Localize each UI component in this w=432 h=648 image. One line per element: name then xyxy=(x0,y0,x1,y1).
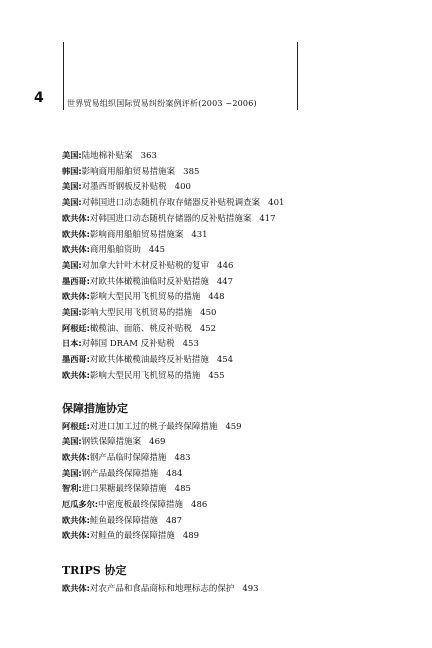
toc-entry xyxy=(62,148,402,164)
entry-party: 韩国: xyxy=(62,165,82,176)
entry-page: 445 xyxy=(148,245,166,256)
entry-page: 450 xyxy=(200,308,217,319)
entry-page: 487 xyxy=(165,515,183,526)
toc-entry xyxy=(62,450,402,466)
section-safeguards xyxy=(62,402,402,545)
entry-list xyxy=(62,148,402,384)
toc-entry xyxy=(62,289,402,305)
section-heading: 保障措施协定 xyxy=(62,401,128,415)
entry-party: 欧共体: xyxy=(62,451,90,462)
entry-page: 400 xyxy=(174,182,191,193)
entry-title: 鲑鱼最终保障措施 xyxy=(89,515,158,526)
toc-entry xyxy=(62,581,402,597)
entry-title: 钢铁保障措施案 xyxy=(81,437,142,448)
entry-page: 469 xyxy=(149,437,166,448)
section-countervailing xyxy=(62,148,402,384)
entry-title: 对欧共体橄榄油最终反补贴措施 xyxy=(89,355,209,366)
toc-entry xyxy=(62,195,402,211)
toc-entry xyxy=(62,305,402,321)
toc-entry xyxy=(62,164,402,180)
entry-party: 美国: xyxy=(62,197,82,208)
entry-party: 欧共体: xyxy=(62,228,90,239)
entry-title: 对韩国进口动态随机存取存储器反补贴税调查案 xyxy=(81,198,261,209)
entry-page: 459 xyxy=(225,421,242,432)
entry-title: 对韩国进口动态随机存储器的反补贴措施案 xyxy=(89,213,252,224)
entry-title: 对鲑鱼的最终保障措施 xyxy=(89,531,175,542)
entry-party: 欧共体: xyxy=(62,212,90,223)
entry-title: 对进口加工过的桃子最终保障措施 xyxy=(89,421,218,432)
entry-page: 485 xyxy=(174,484,191,495)
toc-entry xyxy=(62,481,402,497)
toc-entry xyxy=(62,258,402,274)
entry-party: 欧共体: xyxy=(62,583,90,594)
toc-entry xyxy=(62,434,402,450)
entry-party: 欧共体: xyxy=(62,514,90,525)
entry-title: 钢产品临时保障措施 xyxy=(89,452,167,463)
entry-party: 墨西哥: xyxy=(62,275,90,286)
toc-entry xyxy=(62,274,402,290)
toc-entry xyxy=(62,513,402,529)
section-heading: TRIPS 协定 xyxy=(62,564,127,578)
entry-page: 453 xyxy=(182,339,199,350)
header-rule-left xyxy=(63,42,64,110)
entry-page: 385 xyxy=(183,166,200,177)
entry-party: 美国: xyxy=(62,181,82,192)
toc-entry xyxy=(62,336,402,352)
entry-list xyxy=(62,581,402,597)
toc-entry xyxy=(62,466,402,482)
entry-page: 363 xyxy=(140,151,157,161)
entry-party: 厄瓜多尔: xyxy=(62,499,99,510)
entry-party: 美国: xyxy=(62,307,82,318)
entry-list xyxy=(62,419,402,545)
entry-title: 对欧共体橄榄油临时反补贴措施 xyxy=(89,276,209,287)
entry-title: 影响商用船舶贸易措施案 xyxy=(81,166,176,177)
entry-party: 美国: xyxy=(62,259,82,270)
page-number: 4 xyxy=(34,90,44,106)
entry-title: 中密度板最终保障措施 xyxy=(98,500,184,511)
toc-entry xyxy=(62,352,402,368)
entry-page: 489 xyxy=(182,531,200,542)
toc-content xyxy=(62,148,402,597)
entry-page: 447 xyxy=(216,276,234,287)
entry-party: 智利: xyxy=(62,483,82,494)
entry-party: 墨西哥: xyxy=(62,354,90,365)
toc-entry xyxy=(62,368,402,384)
toc-entry xyxy=(62,227,402,243)
entry-title: 钢产品最终保障措施 xyxy=(81,468,159,479)
entry-party: 美国: xyxy=(62,467,82,478)
entry-party: 欧共体: xyxy=(62,530,90,541)
entry-page: 454 xyxy=(216,355,234,366)
entry-page: 401 xyxy=(268,198,285,209)
entry-title: 对韩国 DRAM 反补贴税 xyxy=(81,339,175,350)
entry-title: 影响大型民用飞机贸易的措施 xyxy=(81,308,193,319)
entry-page: 493 xyxy=(242,584,259,595)
entry-page: 486 xyxy=(191,500,208,511)
entry-page: 484 xyxy=(166,468,183,479)
entry-party: 欧共体: xyxy=(62,291,90,302)
entry-page: 455 xyxy=(208,370,225,381)
running-head: 世界贸易组织国际贸易纠纷案例评析(2003 ~2006) xyxy=(67,99,257,108)
entry-party: 欧共体: xyxy=(62,244,90,255)
toc-entry xyxy=(62,419,402,435)
entry-title: 对农产品和食品商标和地理标志的保护 xyxy=(89,584,235,595)
entry-title: 影响商用船舶贸易措施案 xyxy=(89,229,184,240)
section-trips xyxy=(62,564,402,597)
entry-page: 448 xyxy=(208,292,225,303)
entry-title: 对加拿大针叶木材反补贴税的复审 xyxy=(81,260,210,271)
entry-party: 阿根廷: xyxy=(62,420,90,431)
entry-title: 陆地棉补贴案 xyxy=(81,151,133,161)
toc-entry xyxy=(62,321,402,337)
entry-title: 商用船舶资助 xyxy=(89,245,141,256)
entry-page: 431 xyxy=(191,229,208,240)
entry-title: 进口果糖最终保障措施 xyxy=(81,484,167,495)
entry-party: 欧共体: xyxy=(62,369,90,380)
entry-party: 日本: xyxy=(62,338,82,349)
entry-page: 452 xyxy=(199,323,217,334)
toc-entry xyxy=(62,497,402,513)
toc-entry xyxy=(62,528,402,544)
entry-party: 美国: xyxy=(62,436,82,447)
entry-page: 417 xyxy=(259,213,276,224)
toc-entry xyxy=(62,242,402,258)
header-rule-right xyxy=(297,42,298,110)
entry-title: 橄榄油、面筋、桃反补贴税 xyxy=(89,323,192,334)
entry-page: 483 xyxy=(174,452,191,463)
toc-entry xyxy=(62,179,402,195)
entry-title: 影响大型民用飞机贸易的措施 xyxy=(89,370,201,381)
entry-title: 对墨西哥钢板反补贴税 xyxy=(81,182,167,193)
entry-party: 美国: xyxy=(62,150,82,160)
entry-title: 影响大型民用飞机贸易的措施 xyxy=(89,292,201,303)
entry-page: 446 xyxy=(217,260,234,271)
entry-party: 阿根廷: xyxy=(62,322,90,333)
toc-entry xyxy=(62,211,402,227)
